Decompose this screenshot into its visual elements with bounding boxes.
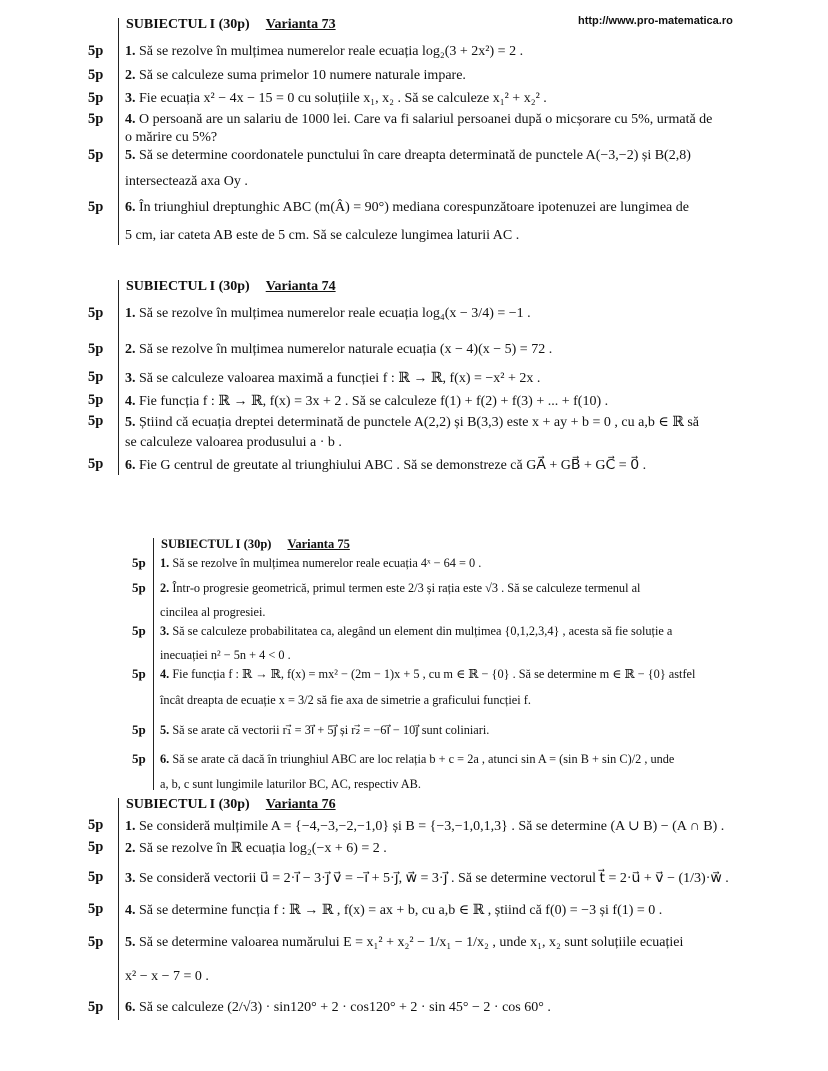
points-label: 5p	[132, 555, 146, 570]
points-label: 5p	[88, 67, 104, 83]
problem-number: 5.	[125, 148, 136, 163]
points-label: 5p	[88, 413, 104, 429]
variant-label: Varianta 75	[287, 537, 350, 551]
problem-statement: o mărire cu 5%?	[125, 130, 218, 145]
problem-text-continuation	[160, 777, 421, 792]
problem-number: 1.	[160, 556, 170, 570]
problem-number: 6.	[160, 752, 170, 766]
problem-number: 3.	[125, 871, 136, 886]
section-header	[161, 537, 350, 552]
problem-statement: Să se rezolve în mulțimea numerelor reale ecuația 4ˣ − 64 = 0 .	[172, 556, 482, 570]
problem-statement: Să se rezolve în ℝ ecuația log₂(−x + 6) = 2 .	[139, 841, 387, 856]
problem-number: 1.	[125, 819, 136, 834]
section-divider-line	[153, 538, 154, 790]
problem-text	[125, 935, 683, 951]
problem-statement: Să se determine coordonatele punctului în care dreapta determinată de punctele A(−3,−2) și B(2,8)	[139, 148, 691, 163]
problem-text	[125, 200, 689, 216]
problem-text	[160, 667, 695, 682]
section-header	[126, 279, 336, 295]
problem-text-continuation	[125, 174, 248, 190]
problem-text-continuation	[125, 435, 342, 451]
section-header	[126, 17, 336, 33]
problem-text	[125, 870, 729, 887]
problem-statement: Se consideră vectorii u⃗ = 2·i⃗ − 3·j⃗ v⃗ = −i⃗ + 5·j⃗, w⃗ = 3·j⃗ . Să se determine vectorul t⃗ = 2·u⃗ + v⃗ − (1/3)·w⃗ .	[139, 871, 729, 886]
problem-text	[125, 393, 608, 410]
problem-text	[125, 68, 466, 84]
problem-statement: 5 cm, iar cateta AB este de 5 cm. Să se calculeze lungimea laturii AC .	[125, 228, 520, 243]
points-label: 5p	[88, 305, 104, 321]
problem-number: 1.	[125, 44, 136, 59]
problem-statement: Să se arate că vectorii r₁⃗ = 3i⃗ + 5j⃗ și r₂⃗ = −6i⃗ − 10j⃗ sunt coliniari.	[172, 723, 490, 737]
problem-statement: Se consideră mulțimile A = {−4,−3,−2,−1,0} și B = {−3,−1,0,1,3} . Să se determine (A ∪ B) − (A ∩ B) .	[139, 819, 725, 834]
problem-number: 5.	[160, 723, 170, 737]
website-url[interactable]: http://www.pro-matematica.ro	[578, 15, 733, 27]
problem-statement: Să se determine funcția f : ℝ → ℝ , f(x) = ax + b, cu a,b ∈ ℝ , știind că f(0) = −3 și f(1) = 0 .	[139, 903, 663, 918]
section-title: SUBIECTUL I (30p)	[126, 279, 250, 294]
problem-statement: a, b, c sunt lungimile laturilor BC, AC, respectiv AB.	[160, 777, 421, 791]
variant-label: Varianta 73	[265, 17, 336, 32]
problem-number: 3.	[125, 91, 136, 106]
problem-statement: Să se calculeze valoarea maximă a funcției f : ℝ → ℝ, f(x) = −x² + 2x .	[139, 371, 541, 386]
problem-text	[125, 44, 523, 60]
problem-text	[160, 624, 672, 639]
problem-number: 4.	[125, 394, 136, 409]
problem-text	[125, 148, 691, 164]
points-label: 5p	[88, 392, 104, 408]
problem-text-continuation	[125, 228, 519, 244]
points-label: 5p	[132, 623, 146, 638]
points-label: 5p	[88, 43, 104, 59]
section-title: SUBIECTUL I (30p)	[126, 17, 250, 32]
problem-statement: Fie G centrul de greutate al triunghiului ABC . Să se demonstreze că GA⃗ + GB⃗ + GC⃗ = 0⃗ .	[139, 458, 647, 473]
section-title: SUBIECTUL I (30p)	[126, 797, 250, 812]
problem-text	[125, 112, 712, 128]
problem-text	[160, 723, 489, 738]
problem-number: 6.	[125, 1000, 136, 1015]
problem-statement: Știind că ecuația dreptei determinată de punctele A(2,2) și B(3,3) este x + ay + b = 0 , cu a,b ∈ ℝ să	[139, 415, 700, 430]
points-label: 5p	[88, 934, 104, 950]
points-label: 5p	[88, 90, 104, 106]
problem-statement: Fie funcția f : ℝ → ℝ, f(x) = 3x + 2 . Să se calculeze f(1) + f(2) + f(3) + ... + f(10) .	[139, 394, 609, 409]
problem-number: 2.	[125, 342, 136, 357]
section-header	[126, 797, 336, 813]
problem-number: 4.	[160, 667, 170, 681]
problem-text-continuation	[160, 605, 266, 620]
problem-text	[125, 370, 540, 387]
problem-statement: Să se calculeze suma primelor 10 numere naturale impare.	[139, 68, 466, 83]
problem-text-continuation	[160, 693, 531, 708]
section-divider-line	[118, 280, 119, 475]
problem-number: 5.	[125, 935, 136, 950]
problem-statement: Să se rezolve în mulțimea numerelor reale ecuația log₄(x − 3/4) = −1 .	[139, 306, 531, 321]
problem-statement: încât dreapta de ecuație x = 3/2 să fie axa de simetrie a graficului funcției f.	[160, 693, 531, 707]
problem-number: 2.	[160, 581, 170, 595]
points-label: 5p	[88, 341, 104, 357]
points-label: 5p	[88, 147, 104, 163]
variant-label: Varianta 74	[265, 279, 336, 294]
problem-statement: În triunghiul dreptunghic ABC (m(Â) = 90°) mediana corespunzătoare ipotenuzei are lungimea de	[139, 200, 689, 215]
points-label: 5p	[132, 666, 146, 681]
problem-number: 4.	[125, 903, 136, 918]
points-label: 5p	[132, 751, 146, 766]
problem-text-continuation	[125, 130, 217, 146]
points-label: 5p	[88, 111, 104, 127]
problem-statement: Să se calculeze probabilitatea ca, alegând un element din mulțimea {0,1,2,3,4} , acesta să fie soluție a	[172, 624, 673, 638]
points-label: 5p	[132, 580, 146, 595]
points-label: 5p	[88, 369, 104, 385]
points-label: 5p	[88, 901, 104, 917]
points-label: 5p	[88, 456, 104, 472]
problem-number: 3.	[125, 371, 136, 386]
problem-statement: Să se determine valoarea numărului E = x₁² + x₂² − 1/x₁ − 1/x₂ , unde x₁, x₂ sunt soluțiile ecuației	[139, 935, 684, 950]
problem-text	[125, 457, 646, 474]
variant-label: Varianta 76	[265, 797, 336, 812]
problem-text	[125, 1000, 551, 1016]
points-label: 5p	[88, 817, 104, 833]
problem-number: 6.	[125, 458, 136, 473]
problem-number: 1.	[125, 306, 136, 321]
problem-number: 5.	[125, 415, 136, 430]
section-divider-line	[118, 798, 119, 1020]
problem-text	[160, 556, 481, 571]
problem-number: 6.	[125, 200, 136, 215]
problem-number: 2.	[125, 68, 136, 83]
problem-statement: intersectează axa Oy .	[125, 174, 248, 189]
points-label: 5p	[88, 999, 104, 1015]
problem-number: 2.	[125, 841, 136, 856]
section-divider-line	[118, 18, 119, 245]
problem-text	[125, 818, 724, 835]
problem-statement: Să se rezolve în mulțimea numerelor reale ecuația log₂(3 + 2x²) = 2 .	[139, 44, 524, 59]
problem-number: 3.	[160, 624, 170, 638]
problem-text	[125, 840, 387, 857]
problem-text	[160, 581, 640, 596]
points-label: 5p	[88, 199, 104, 215]
points-label: 5p	[88, 869, 104, 885]
section-title: SUBIECTUL I (30p)	[161, 537, 272, 551]
problem-statement: Fie funcția f : ℝ → ℝ, f(x) = mx² − (2m − 1)x + 5 , cu m ∈ ℝ − {0} . Să se determine m ∈ ℝ − {0} astfel	[172, 667, 696, 681]
problem-statement: Să se arate că dacă în triunghiul ABC are loc relația b + c = 2a , atunci sin A = (sin B + sin C)/2 , unde	[172, 752, 675, 766]
problem-statement: Într-o progresie geometrică, primul termen este 2/3 și rația este √3 . Să se calculeze termenul al	[172, 581, 641, 595]
problem-text	[125, 902, 662, 919]
points-label: 5p	[88, 839, 104, 855]
problem-text	[125, 414, 699, 431]
points-label: 5p	[132, 722, 146, 737]
problem-statement: x² − x − 7 = 0 .	[125, 969, 209, 984]
problem-statement: inecuației n² − 5n + 4 < 0 .	[160, 648, 291, 662]
problem-statement: cincilea al progresiei.	[160, 605, 266, 619]
problem-statement: se calculeze valoarea produsului a · b .	[125, 435, 342, 450]
problem-text-continuation	[125, 969, 209, 985]
problem-number: 4.	[125, 112, 136, 127]
problem-statement: Fie ecuația x² − 4x − 15 = 0 cu soluțiile x₁, x₂ . Să se calculeze x₁² + x₂² .	[139, 91, 547, 106]
problem-text-continuation	[160, 648, 291, 663]
problem-text	[160, 752, 674, 767]
problem-statement: O persoană are un salariu de 1000 lei. Care va fi salariul persoanei după o micșorare cu 5%, urmată de	[139, 112, 713, 127]
problem-statement: Să se rezolve în mulțimea numerelor naturale ecuația (x − 4)(x − 5) = 72 .	[139, 342, 553, 357]
problem-text	[125, 306, 531, 322]
problem-statement: Să se calculeze (2/√3) · sin120° + 2 · cos120° + 2 · sin 45° − 2 · cos 60° .	[139, 1000, 551, 1015]
problem-text	[125, 342, 552, 358]
problem-text	[125, 91, 547, 107]
